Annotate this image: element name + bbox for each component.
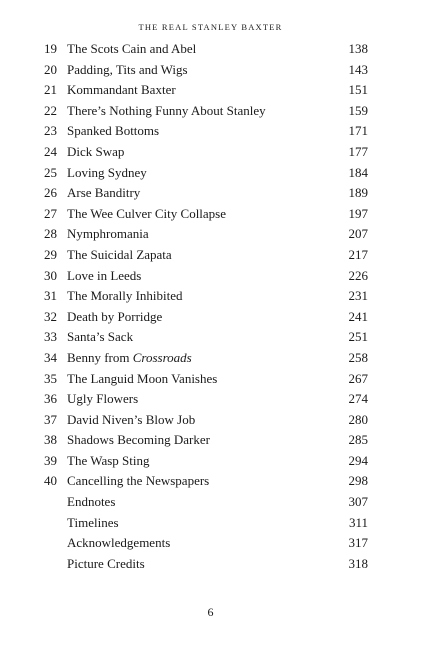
chapter-title-text: Santa’s Sack — [67, 329, 134, 345]
chapter-title-text: Shadows Becoming Darker — [67, 432, 210, 448]
page-reference: 241 — [348, 308, 368, 324]
page-reference: 294 — [348, 452, 368, 468]
toc-entry — [0, 554, 421, 575]
page-reference: 311 — [348, 514, 368, 530]
chapter-title-text: The Suicidal Zapata — [67, 246, 172, 262]
chapter-number: 37 — [44, 411, 57, 427]
toc-entry — [0, 142, 421, 163]
chapter-title — [67, 286, 183, 307]
toc-entry — [0, 121, 421, 142]
chapter-title-text: Picture Credits — [67, 555, 145, 571]
chapter-number: 34 — [44, 349, 57, 365]
chapter-title — [67, 224, 149, 245]
chapter-title — [67, 245, 172, 266]
page-reference: 251 — [348, 329, 368, 345]
toc-entry — [0, 369, 421, 390]
page-reference: 318 — [348, 555, 368, 571]
chapter-number: 23 — [44, 123, 57, 139]
chapter-title-text: Timelines — [67, 514, 119, 530]
chapter-title-text: Death by Porridge — [67, 308, 163, 324]
toc-entry — [0, 389, 421, 410]
chapter-title — [67, 163, 147, 184]
chapter-number: 30 — [44, 267, 57, 283]
toc-entry — [0, 39, 421, 60]
chapter-title — [67, 471, 209, 492]
page-reference: 184 — [348, 164, 368, 180]
chapter-title-text: Acknowledgements — [67, 535, 171, 551]
chapter-title — [67, 348, 192, 369]
page-reference: 280 — [348, 411, 368, 427]
page-reference: 138 — [348, 41, 368, 56]
chapter-number: 33 — [44, 329, 57, 345]
page-reference: 285 — [348, 432, 368, 448]
toc-entry — [0, 348, 421, 369]
chapter-number: 26 — [44, 185, 57, 201]
chapter-title-text: Spanked Bottoms — [67, 123, 160, 139]
chapter-title-text: Dick Swap — [67, 143, 125, 159]
chapter-number: 27 — [44, 205, 57, 221]
toc-entry — [0, 307, 421, 328]
chapter-title-text: The Morally Inhibited — [67, 288, 183, 304]
chapter-title — [67, 327, 133, 348]
page-reference: 177 — [348, 143, 368, 159]
toc-entry — [0, 533, 421, 554]
chapter-number: 29 — [44, 246, 57, 262]
toc-entry — [0, 80, 421, 101]
chapter-number: 39 — [44, 452, 57, 468]
page-reference: 267 — [348, 370, 368, 386]
chapter-title-text: Padding, Tits and Wigs — [67, 61, 188, 77]
chapter-number: 19 — [44, 41, 57, 56]
chapter-title-text: Endnotes — [67, 494, 116, 510]
chapter-title-text: Nymphromania — [67, 226, 149, 242]
chapter-number: 28 — [44, 226, 57, 242]
chapter-title — [67, 533, 170, 554]
chapter-title — [67, 266, 141, 287]
chapter-title-text: Love in Leeds — [67, 267, 142, 283]
chapter-title — [67, 492, 115, 513]
page-reference: 317 — [348, 535, 368, 551]
chapter-number: 36 — [44, 391, 57, 407]
chapter-number: 32 — [44, 308, 57, 324]
chapter-title-text: David Niven’s Blow Job — [67, 411, 196, 427]
page-reference: 226 — [348, 267, 368, 283]
toc-entry — [0, 224, 421, 245]
toc-entry — [0, 245, 421, 266]
page-reference: 231 — [348, 288, 368, 304]
page-number: 6 — [207, 605, 214, 619]
toc-entry — [0, 60, 421, 81]
page-reference: 189 — [348, 185, 368, 201]
toc-entry — [0, 471, 421, 492]
page-reference: 298 — [348, 473, 368, 489]
chapter-title — [67, 451, 150, 472]
chapter-title — [67, 389, 138, 410]
toc-entry — [0, 266, 421, 287]
toc-entry — [0, 492, 421, 513]
chapter-title-text: There’s Nothing Funny About Stanley — [67, 102, 266, 118]
running-head: THE REAL STANLEY BAXTER — [138, 22, 283, 32]
page-reference: 258 — [348, 349, 368, 365]
chapter-number: 22 — [44, 102, 57, 118]
chapter-title — [67, 101, 266, 122]
page-reference: 171 — [348, 123, 368, 139]
chapter-title-text: The Wasp Sting — [67, 452, 150, 468]
toc-entry — [0, 430, 421, 451]
toc-entry — [0, 183, 421, 204]
page-reference: 151 — [348, 82, 368, 98]
chapter-title-text: Kommandant Baxter — [67, 82, 176, 98]
chapter-title — [67, 80, 176, 101]
chapter-title — [67, 513, 119, 534]
chapter-title-text: Ugly Flowers — [67, 391, 139, 407]
toc-entry — [0, 286, 421, 307]
chapter-title — [67, 60, 188, 81]
page-reference: 207 — [348, 226, 368, 242]
chapter-title — [67, 430, 210, 451]
chapter-number: 35 — [44, 370, 57, 386]
chapter-number: 20 — [44, 61, 57, 77]
chapter-number: 38 — [44, 432, 57, 448]
chapter-title — [67, 369, 217, 390]
page-reference: 307 — [348, 494, 368, 510]
page-reference: 274 — [348, 391, 368, 407]
page-reference: 159 — [348, 102, 368, 118]
chapter-number: 31 — [44, 288, 57, 304]
page-reference: 197 — [348, 205, 368, 221]
toc-entry — [0, 163, 421, 184]
chapter-title — [67, 183, 140, 204]
chapter-title-text: Cancelling the Newspapers — [67, 473, 210, 489]
toc-entry — [0, 204, 421, 225]
chapter-title-text: The Scots Cain and Abel — [67, 41, 197, 56]
chapter-title — [67, 121, 159, 142]
chapter-number: 40 — [44, 473, 57, 489]
chapter-number: 21 — [44, 82, 57, 98]
page-reference: 143 — [348, 61, 368, 77]
chapter-number: 24 — [44, 143, 57, 159]
toc-entry — [0, 101, 421, 122]
toc-entry — [0, 327, 421, 348]
toc-entry — [0, 513, 421, 534]
chapter-title-text: Benny from — [67, 349, 133, 365]
toc-entry — [0, 451, 421, 472]
chapter-title — [67, 204, 226, 225]
table-of-contents — [0, 39, 421, 574]
chapter-title-text: The Wee Culver City Collapse — [67, 205, 227, 221]
toc-entry — [0, 410, 421, 431]
page-reference: 217 — [348, 246, 368, 262]
chapter-title-italic: Crossroads — [132, 349, 192, 365]
chapter-title — [67, 39, 196, 60]
chapter-title — [67, 554, 145, 575]
chapter-title — [67, 142, 124, 163]
chapter-title-text: Loving Sydney — [67, 164, 147, 180]
chapter-title-text: Arse Banditry — [67, 185, 141, 201]
chapter-number: 25 — [44, 164, 57, 180]
chapter-title — [67, 307, 162, 328]
chapter-title-text: The Languid Moon Vanishes — [67, 370, 218, 386]
chapter-title — [67, 410, 195, 431]
